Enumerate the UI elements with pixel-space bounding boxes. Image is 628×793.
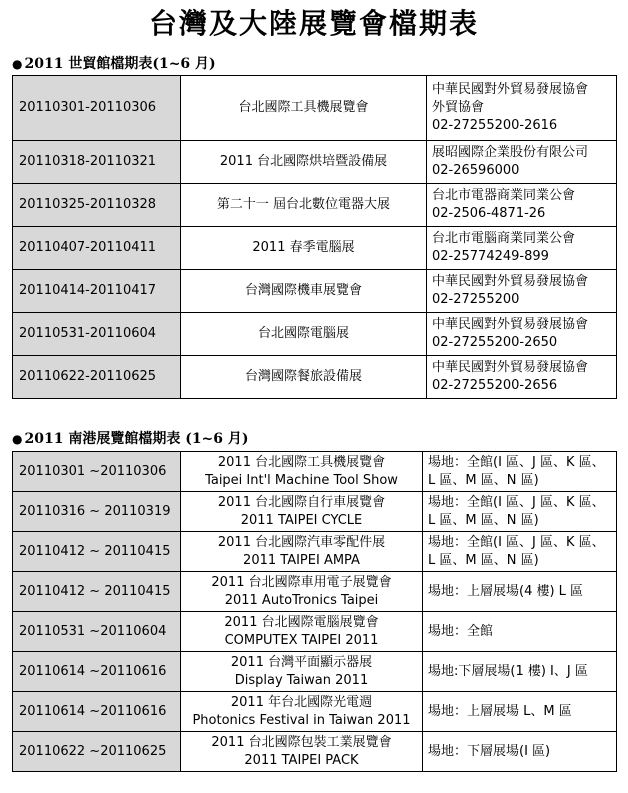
- organizer-cell: [427, 184, 617, 227]
- organizer-cell-line: 台北市電腦商業同業公會: [432, 231, 576, 246]
- exhibition-name-cell: [181, 76, 427, 141]
- exhibition-name-cell: [181, 532, 423, 572]
- organizer-cell: [427, 270, 617, 313]
- organizer-cell-line: 02-27255200-2616: [432, 118, 558, 133]
- venue-cell-line: 場地：全館(I 區、J 區、K 區、: [428, 494, 605, 510]
- date-cell: [13, 692, 181, 732]
- date-cell: [13, 612, 181, 652]
- date-cell: [13, 532, 181, 572]
- nangang-schedule-table: [12, 451, 617, 772]
- world-trade-center-schedule-table: [12, 75, 617, 399]
- venue-cell: [423, 732, 617, 772]
- section1-title: 2011 世貿館檔期表(1~6 月): [24, 56, 216, 72]
- organizer-cell-line: 中華民國對外貿易發展協會: [432, 360, 589, 375]
- page-title: 台灣及大陸展覽會檔期表: [148, 7, 479, 40]
- exhibition-name-cell-line: Taipei Int'l Machine Tool Show: [205, 472, 398, 488]
- organizer-cell-line: 中華民國對外貿易發展協會: [432, 274, 589, 289]
- table-row: [13, 313, 617, 356]
- date-cell-line: 20110614 ~20110616: [19, 703, 167, 719]
- exhibition-name-cell-line: 台北國際電腦展: [257, 326, 349, 341]
- venue-cell-line: 場地：上層展場(4 樓) L 區: [428, 583, 584, 599]
- date-cell: [13, 270, 181, 313]
- exhibition-name-cell-line: 2011 台灣平面顯示器展: [230, 654, 373, 670]
- date-cell-line: 20110622-20110625: [19, 369, 157, 384]
- exhibition-name-cell-line: 台灣國際餐旅設備展: [244, 369, 362, 384]
- venue-cell-line: 場地：下層展場(I 區): [428, 743, 551, 759]
- date-cell: [13, 572, 181, 612]
- exhibition-name-cell-line: 2011 TAIPEI AMPA: [243, 552, 360, 568]
- exhibition-name-cell-line: 2011 台北國際包裝工業展覽會: [211, 734, 392, 750]
- exhibition-name-cell: [181, 452, 423, 492]
- table-row: [13, 572, 617, 612]
- exhibition-name-cell-line: 2011 AutoTronics Taipei: [224, 592, 379, 608]
- exhibition-name-cell-line: 2011 台北國際車用電子展覽會: [211, 574, 392, 590]
- date-cell: [13, 184, 181, 227]
- table-row: [13, 227, 617, 270]
- venue-cell: [423, 532, 617, 572]
- venue-cell: [423, 692, 617, 732]
- organizer-cell-line: 02-27255200: [432, 292, 520, 307]
- exhibition-name-cell-line: COMPUTEX TAIPEI 2011: [224, 632, 379, 648]
- venue-cell-line: L 區、M 區、N 區): [428, 512, 539, 528]
- exhibition-name-cell: [181, 227, 427, 270]
- exhibition-name-cell: [181, 572, 423, 612]
- exhibition-name-cell-line: 2011 台北國際電腦展覽會: [224, 614, 379, 630]
- venue-cell: [423, 572, 617, 612]
- organizer-cell: [427, 76, 617, 141]
- exhibition-name-cell: [181, 184, 427, 227]
- exhibition-name-cell: [181, 492, 423, 532]
- table-row: [13, 532, 617, 572]
- exhibition-name-cell-line: 2011 台北國際烘培暨設備展: [219, 154, 388, 169]
- exhibition-name-cell-line: Display Taiwan 2011: [234, 672, 369, 688]
- date-cell: [13, 313, 181, 356]
- exhibition-name-cell: [181, 692, 423, 732]
- exhibition-name-cell-line: 2011 台北國際自行車展覽會: [217, 494, 386, 510]
- exhibition-name-cell-line: 台北國際工具機展覽會: [238, 100, 369, 115]
- organizer-cell-line: 中華民國對外貿易發展協會: [432, 317, 589, 332]
- venue-cell: [423, 492, 617, 532]
- organizer-cell-line: 台北市電器商業同業公會: [432, 188, 576, 203]
- date-cell-line: 20110622 ~20110625: [19, 743, 167, 759]
- exhibition-name-cell-line: 台灣國際機車展覽會: [244, 283, 362, 298]
- exhibition-name-cell-line: 第二十一 屆台北數位電器大展: [216, 197, 391, 212]
- exhibition-name-cell-line: 2011 TAIPEI CYCLE: [240, 512, 363, 528]
- venue-cell: [423, 652, 617, 692]
- date-cell-line: 20110318-20110321: [19, 154, 157, 169]
- organizer-cell-line: 02-26596000: [432, 163, 520, 178]
- table-row: [13, 184, 617, 227]
- date-cell-line: 20110614 ~20110616: [19, 663, 167, 679]
- exhibition-name-cell: [181, 732, 423, 772]
- exhibition-name-cell-line: 2011 年台北國際光電週: [230, 694, 373, 710]
- exhibition-name-cell: [181, 652, 423, 692]
- venue-cell-line: 場地：上層展場 L、M 區: [428, 703, 572, 719]
- organizer-cell-line: 中華民國對外貿易發展協會: [432, 82, 589, 97]
- date-cell-line: 20110301 ~20110306: [19, 463, 167, 479]
- exhibition-name-cell: [181, 356, 427, 399]
- date-cell-line: 20110301-20110306: [19, 100, 157, 115]
- date-cell: [13, 492, 181, 532]
- table-row: [13, 141, 617, 184]
- exhibition-name-cell-line: Photonics Festival in Taiwan 2011: [192, 712, 411, 728]
- table-row: [13, 452, 617, 492]
- bullet-icon: ●: [12, 57, 23, 71]
- venue-cell-line: 場地：全館(I 區、J 區、K 區、: [428, 534, 605, 550]
- date-cell-line: 20110531 ~20110604: [19, 623, 167, 639]
- exhibition-name-cell-line: 2011 春季電腦展: [252, 240, 355, 255]
- organizer-cell-line: 展昭國際企業股份有限公司: [432, 145, 589, 160]
- venue-cell-line: L 區、M 區、N 區): [428, 552, 539, 568]
- date-cell-line: 20110414-20110417: [19, 283, 157, 298]
- date-cell-line: 20110325-20110328: [19, 197, 157, 212]
- organizer-cell-line: 02-25774249-899: [432, 249, 549, 264]
- exhibition-name-cell-line: 2011 台北國際工具機展覽會: [217, 454, 386, 470]
- venue-cell-line: 場地：全館: [428, 623, 494, 639]
- organizer-cell-line: 02-27255200-2656: [432, 378, 558, 393]
- organizer-cell-line: 外貿協會: [432, 100, 485, 115]
- date-cell-line: 20110316 ~ 20110319: [19, 503, 171, 519]
- section2-title: 2011 南港展覽館檔期表 (1~6 月): [24, 431, 249, 447]
- venue-cell-line: 場地:下層展場(1 樓) I、J 區: [428, 663, 588, 679]
- date-cell: [13, 356, 181, 399]
- organizer-cell: [427, 227, 617, 270]
- table-row: [13, 270, 617, 313]
- table-row: [13, 732, 617, 772]
- venue-cell-line: 場地：全館(I 區、J 區、K 區、: [428, 454, 605, 470]
- bullet-icon: ●: [12, 432, 23, 446]
- venue-cell: [423, 452, 617, 492]
- table-row: [13, 692, 617, 732]
- date-cell-line: 20110407-20110411: [19, 240, 157, 255]
- date-cell: [13, 732, 181, 772]
- organizer-cell: [427, 356, 617, 399]
- table-row: [13, 612, 617, 652]
- date-cell: [13, 452, 181, 492]
- exhibition-name-cell: [181, 612, 423, 652]
- exhibition-name-cell: [181, 313, 427, 356]
- date-cell-line: 20110412 ~ 20110415: [19, 543, 171, 559]
- organizer-cell: [427, 313, 617, 356]
- date-cell: [13, 652, 181, 692]
- table-row: [13, 652, 617, 692]
- date-cell: [13, 76, 181, 141]
- section2-heading: [12, 430, 249, 448]
- venue-cell: [423, 612, 617, 652]
- exhibition-name-cell: [181, 270, 427, 313]
- exhibition-name-cell: [181, 141, 427, 184]
- organizer-cell-line: 02-27255200-2650: [432, 335, 558, 350]
- date-cell: [13, 141, 181, 184]
- organizer-cell-line: 02-2506-4871-26: [432, 206, 546, 221]
- table-row: [13, 76, 617, 141]
- date-cell-line: 20110412 ~ 20110415: [19, 583, 171, 599]
- exhibition-name-cell-line: 2011 台北國際汽車零配件展: [217, 534, 386, 550]
- organizer-cell: [427, 141, 617, 184]
- table-row: [13, 356, 617, 399]
- table-row: [13, 492, 617, 532]
- date-cell-line: 20110531-20110604: [19, 326, 157, 341]
- exhibition-name-cell-line: 2011 TAIPEI PACK: [244, 752, 359, 768]
- venue-cell-line: L 區、M 區、N 區): [428, 472, 539, 488]
- date-cell: [13, 227, 181, 270]
- section1-heading: [12, 55, 216, 73]
